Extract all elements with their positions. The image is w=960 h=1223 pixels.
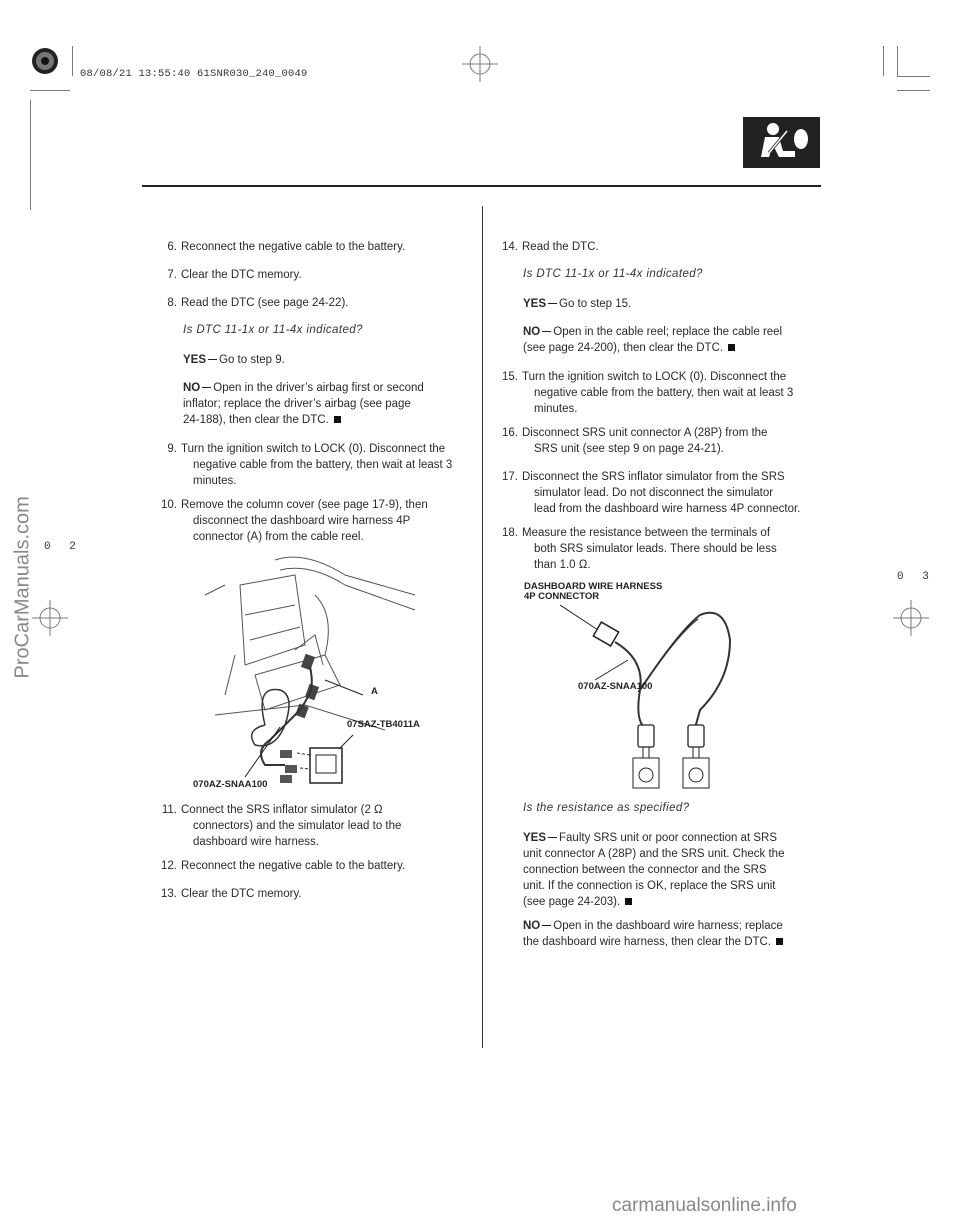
- step-number: 12.: [161, 860, 177, 872]
- answer-text: inflator; replace the driver’s airbag (see page: [183, 398, 411, 410]
- answer-text: Open in the cable reel; replace the cable reel: [553, 326, 783, 338]
- registration-target-left: [32, 600, 68, 636]
- step-number: 13.: [161, 888, 177, 900]
- step-text: Turn the ignition switch to LOCK (0). Disconnect the: [522, 371, 787, 383]
- crop-line: [30, 90, 70, 91]
- end-mark-icon: [728, 344, 735, 351]
- step-text: Reconnect the negative cable to the battery.: [181, 241, 406, 253]
- srs-seatbelt-airbag-icon: [743, 117, 820, 168]
- end-mark-icon: [776, 938, 783, 945]
- step-text: minutes.: [534, 403, 578, 415]
- registration-target-top: [462, 46, 498, 82]
- step-number: 18.: [502, 527, 518, 539]
- step-number: 8.: [167, 297, 177, 309]
- no-label: NO: [183, 382, 201, 394]
- step-14: [496, 239, 816, 255]
- step-12: [155, 858, 475, 874]
- step-text: Clear the DTC memory.: [181, 269, 302, 281]
- step-text: both SRS simulator leads. There should be less: [534, 543, 777, 555]
- step-text: Clear the DTC memory.: [181, 888, 302, 900]
- answer-text: Faulty SRS unit or poor connection at SRS: [559, 832, 777, 844]
- print-timestamp: 08/08/21 13:55:40 61SNR030_240_0049: [80, 68, 308, 80]
- end-mark-icon: [625, 898, 632, 905]
- yes-label: YES: [523, 298, 547, 310]
- step-text: negative cable from the battery, then wait at least 3: [534, 387, 794, 399]
- question-resistance: Is the resistance as specified?: [523, 802, 690, 814]
- step-text: Read the DTC.: [522, 241, 599, 253]
- answer-text: (see page 24-200), then clear the DTC.: [523, 342, 724, 354]
- answer-dash: [548, 837, 557, 838]
- step-text: minutes.: [193, 475, 237, 487]
- figure-label-harness: [524, 582, 662, 602]
- step-text: than 1.0 Ω.: [534, 559, 591, 571]
- figure-label-harness-line2: 4P CONNECTOR: [524, 591, 600, 602]
- answer-yes-1: [183, 352, 285, 368]
- step-text: connectors) and the simulator lead to the: [193, 820, 402, 832]
- figure-label-tool: 07SAZ-TB4011A: [347, 719, 420, 730]
- answer-text: 24-188), then clear the DTC.: [183, 414, 329, 426]
- no-label: NO: [523, 326, 541, 338]
- answer-no-1: [183, 380, 483, 428]
- answer-text: the dashboard wire harness, then clear the DTC.: [523, 936, 772, 948]
- figure-simulator-lead: [560, 600, 760, 795]
- step-text: Disconnect the SRS inflator simulator from the SRS: [522, 471, 785, 483]
- step-11: [155, 802, 475, 850]
- step-text: simulator lead. Do not disconnect the simulator: [534, 487, 774, 499]
- figure-label-lead-2: 070AZ-SNAA100: [578, 681, 653, 692]
- crop-line: [883, 46, 884, 76]
- step-6: [155, 239, 475, 255]
- footer-watermark: carmanualsonline.info: [612, 1195, 797, 1216]
- answer-text: connection between the connector and the SRS: [523, 864, 767, 876]
- answer-dash: [542, 331, 551, 332]
- step-text: lead from the dashboard wire harness 4P connector.: [534, 503, 801, 515]
- crop-line: [897, 76, 930, 77]
- figure-label-lead: 070AZ-SNAA100: [193, 779, 268, 790]
- step-text: disconnect the dashboard wire harness 4P: [193, 515, 411, 527]
- answer-no-3: [523, 918, 823, 950]
- step-8: [155, 295, 475, 311]
- yes-label: YES: [523, 832, 547, 844]
- step-number: 15.: [502, 371, 518, 383]
- step-text: connector (A) from the cable reel.: [193, 531, 364, 543]
- crop-line: [30, 100, 31, 210]
- step-number: 9.: [167, 443, 177, 455]
- step-number: 11.: [161, 804, 177, 816]
- answer-dash: [548, 303, 557, 304]
- step-text: SRS unit (see step 9 on page 24-21).: [534, 443, 724, 455]
- answer-text: Open in the dashboard wire harness; replace: [553, 920, 783, 932]
- answer-dash: [542, 925, 551, 926]
- step-10: [155, 497, 475, 545]
- step-number: 10.: [161, 499, 177, 511]
- question-dtc-2: Is DTC 11-1x or 11-4x indicated?: [523, 268, 703, 280]
- registration-target-right: [893, 600, 929, 636]
- crop-line: [897, 90, 930, 91]
- answer-no-2: [523, 324, 823, 356]
- step-17: [496, 469, 816, 517]
- answer-dash: [202, 387, 211, 388]
- answer-text: unit. If the connection is OK, replace the SRS unit: [523, 880, 776, 892]
- header-rule: [142, 185, 821, 187]
- answer-text: Go to step 15.: [559, 298, 632, 310]
- figure-steering-column-connector: [185, 555, 475, 795]
- answer-yes-2: [523, 296, 631, 312]
- step-number: 14.: [502, 241, 518, 253]
- crop-mark-top-left-circle: [30, 46, 60, 76]
- step-text: Measure the resistance between the terminals of: [522, 527, 771, 539]
- page-mark-left: 0 2: [44, 541, 82, 553]
- no-label: NO: [523, 920, 541, 932]
- answer-text: Open in the driver’s airbag first or second: [213, 382, 424, 394]
- step-text: Turn the ignition switch to LOCK (0). Disconnect the: [181, 443, 446, 455]
- step-text: Reconnect the negative cable to the battery.: [181, 860, 406, 872]
- page-mark-right: 0 3: [897, 571, 935, 583]
- column-divider: [482, 206, 483, 1048]
- answer-text: unit connector A (28P) and the SRS unit. Check the: [523, 848, 785, 860]
- step-number: 17.: [502, 471, 518, 483]
- crop-line: [897, 46, 898, 76]
- step-16: [496, 425, 816, 457]
- crop-line: [72, 46, 73, 76]
- step-7: [155, 267, 475, 283]
- answer-yes-3: [523, 830, 823, 910]
- answer-text: Go to step 9.: [219, 354, 285, 366]
- figure-label-a: A: [371, 686, 378, 697]
- step-text: Remove the column cover (see page 17-9), then: [181, 499, 428, 511]
- step-13: [155, 886, 475, 902]
- question-dtc-1: Is DTC 11-1x or 11-4x indicated?: [183, 324, 363, 336]
- answer-dash: [208, 359, 217, 360]
- side-watermark: ProCarManuals.com: [11, 496, 34, 679]
- end-mark-icon: [334, 416, 341, 423]
- figure-label-harness-line1: DASHBOARD WIRE HARNESS: [524, 581, 663, 592]
- step-text: Disconnect SRS unit connector A (28P) from the: [522, 427, 768, 439]
- step-text: Connect the SRS inflator simulator (2 Ω: [181, 804, 383, 816]
- step-text: negative cable from the battery, then wait at least 3: [193, 459, 453, 471]
- step-18: [496, 525, 816, 573]
- step-15: [496, 369, 816, 417]
- step-text: dashboard wire harness.: [193, 836, 319, 848]
- step-number: 6.: [167, 241, 177, 253]
- step-9: [155, 441, 475, 489]
- step-number: 16.: [502, 427, 518, 439]
- answer-text: (see page 24-203).: [523, 896, 621, 908]
- step-number: 7.: [167, 269, 177, 281]
- step-text: Read the DTC (see page 24-22).: [181, 297, 349, 309]
- yes-label: YES: [183, 354, 207, 366]
